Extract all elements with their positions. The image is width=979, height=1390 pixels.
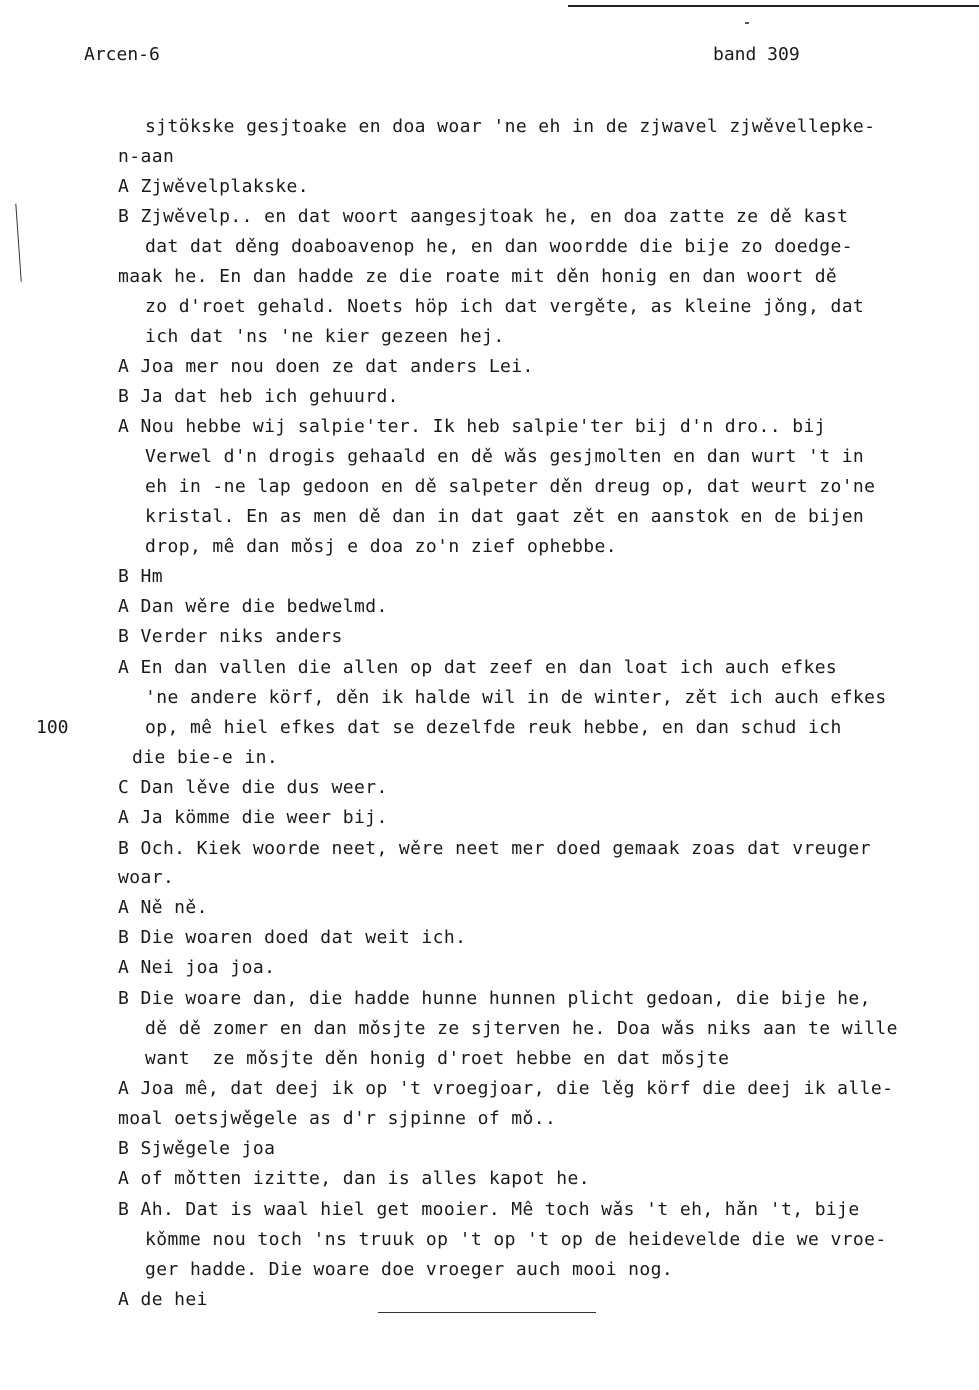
transcript-line: 'ne andere körf, děn ik halde wil in de winter, zět ich auch efkes — [145, 687, 887, 708]
transcript-line: op, mê hiel efkes dat se dezelfde reuk hebbe, en dan schud ich — [145, 717, 842, 738]
transcript-line: A Joa mer nou doen ze dat anders Lei. — [118, 356, 534, 377]
transcript-line: B Hm — [118, 566, 163, 587]
transcript-line: sjtökske gesjtoake en doa woar 'ne eh in de zjwavel zjwěvellepke- — [145, 116, 876, 137]
transcript-line: A Joa mê, dat deej ik op 't vroegjoar, die lěg körf die deej ik alle- — [118, 1078, 894, 1099]
transcript-line: A Zjwěvelplakske. — [118, 176, 310, 197]
end-of-page-rule — [378, 1308, 596, 1313]
transcript-line: B Die woaren doed dat weit ich. — [118, 927, 467, 948]
tape-label: band 309 — [713, 44, 800, 65]
transcript-line: B Ja dat heb ich gehuurd. — [118, 386, 399, 407]
transcript-line: C Dan lěve die dus weer. — [118, 777, 388, 798]
transcript-line: ger hadde. Die woare doe vroeger auch mooi nog. — [145, 1259, 674, 1280]
transcript-line: B Och. Kiek woorde neet, wěre neet mer doed gemaak zoas dat vreuger — [118, 838, 871, 859]
transcript-line: B Zjwěvelp.. en dat woort aangesjtoak he, en doa zatte ze dě kast — [118, 206, 849, 227]
transcript-line: dat dat děng doaboavenop he, en dan woordde die bije zo doedge- — [145, 236, 853, 257]
transcript-line: A Nou hebbe wij salpie'ter. Ik heb salpie'ter bij d'n dro.. bij — [118, 416, 826, 437]
transcript-line: dě dě zomer en dan mǒsjte ze sjterven he. Doa wǎs niks aan te wille — [145, 1018, 898, 1039]
transcript-line: eh in -ne lap gedoon en dě salpeter děn dreug op, dat weurt zo'ne — [145, 476, 876, 497]
transcript-line: B Ah. Dat is waal hiel get mooier. Mê toch wǎs 't eh, hǎn 't, bije — [118, 1199, 860, 1220]
transcript-line: die bie-e in. — [132, 747, 279, 768]
transcript-line: n-aan — [118, 146, 175, 167]
transcript-line: moal oetsjwěgele as d'r sjpinne of mǒ.. — [118, 1108, 557, 1129]
transcript-line: B Sjwěgele joa — [118, 1138, 276, 1159]
transcript-line: B Die woare dan, die hadde hunne hunnen plicht gedoan, die bije he, — [118, 988, 871, 1009]
margin-bracket-mark — [15, 202, 41, 281]
transcript-line: A Dan wěre die bedwelmd. — [118, 596, 388, 617]
transcript-line: B Verder niks anders — [118, 626, 343, 647]
transcript-line: ich dat 'ns 'ne kier gezeen hej. — [145, 326, 505, 347]
transcript-line: drop, mê dan mǒsj e doa zo'n zief ophebbe. — [145, 536, 617, 557]
transcript-line: A Ja kömme die weer bij. — [118, 807, 388, 828]
document-title: Arcen-6 — [84, 44, 160, 65]
transcript-line: woar. — [118, 867, 175, 888]
transcript-line: A Nei joa joa. — [118, 957, 276, 978]
transcript-line: A of mǒtten izitte, dan is alles kapot he. — [118, 1168, 590, 1189]
margin-line-number: 100 — [36, 717, 69, 738]
transcript-line: maak he. En dan hadde ze die roate mit děn honig en dan woort dě — [118, 266, 838, 287]
transcript-line: want ze mǒsjte děn honig d'roet hebbe en dat mǒsjte — [145, 1048, 730, 1069]
transcript-line: A En dan vallen die allen op dat zeef en dan loat ich auch efkes — [118, 657, 838, 678]
transcript-line: kǒmme nou toch 'ns truuk op 't op 't op de heidevelde die we vroe- — [145, 1229, 887, 1250]
transcript-line: A de hei — [118, 1289, 208, 1310]
top-rule — [568, 5, 979, 7]
transcript-line: kristal. En as men dě dan in dat gaat zět en aanstok en de bijen — [145, 506, 865, 527]
transcript-line: zo d'roet gehald. Noets höp ich dat vergěte, as kleine jǒng, dat — [145, 296, 865, 317]
transcript-line: A Ně ně. — [118, 897, 208, 918]
transcript-line: Verwel d'n drogis gehaald en dě wǎs gesjmolten en dan wurt 't in — [145, 446, 865, 467]
scan-speck — [745, 22, 749, 24]
